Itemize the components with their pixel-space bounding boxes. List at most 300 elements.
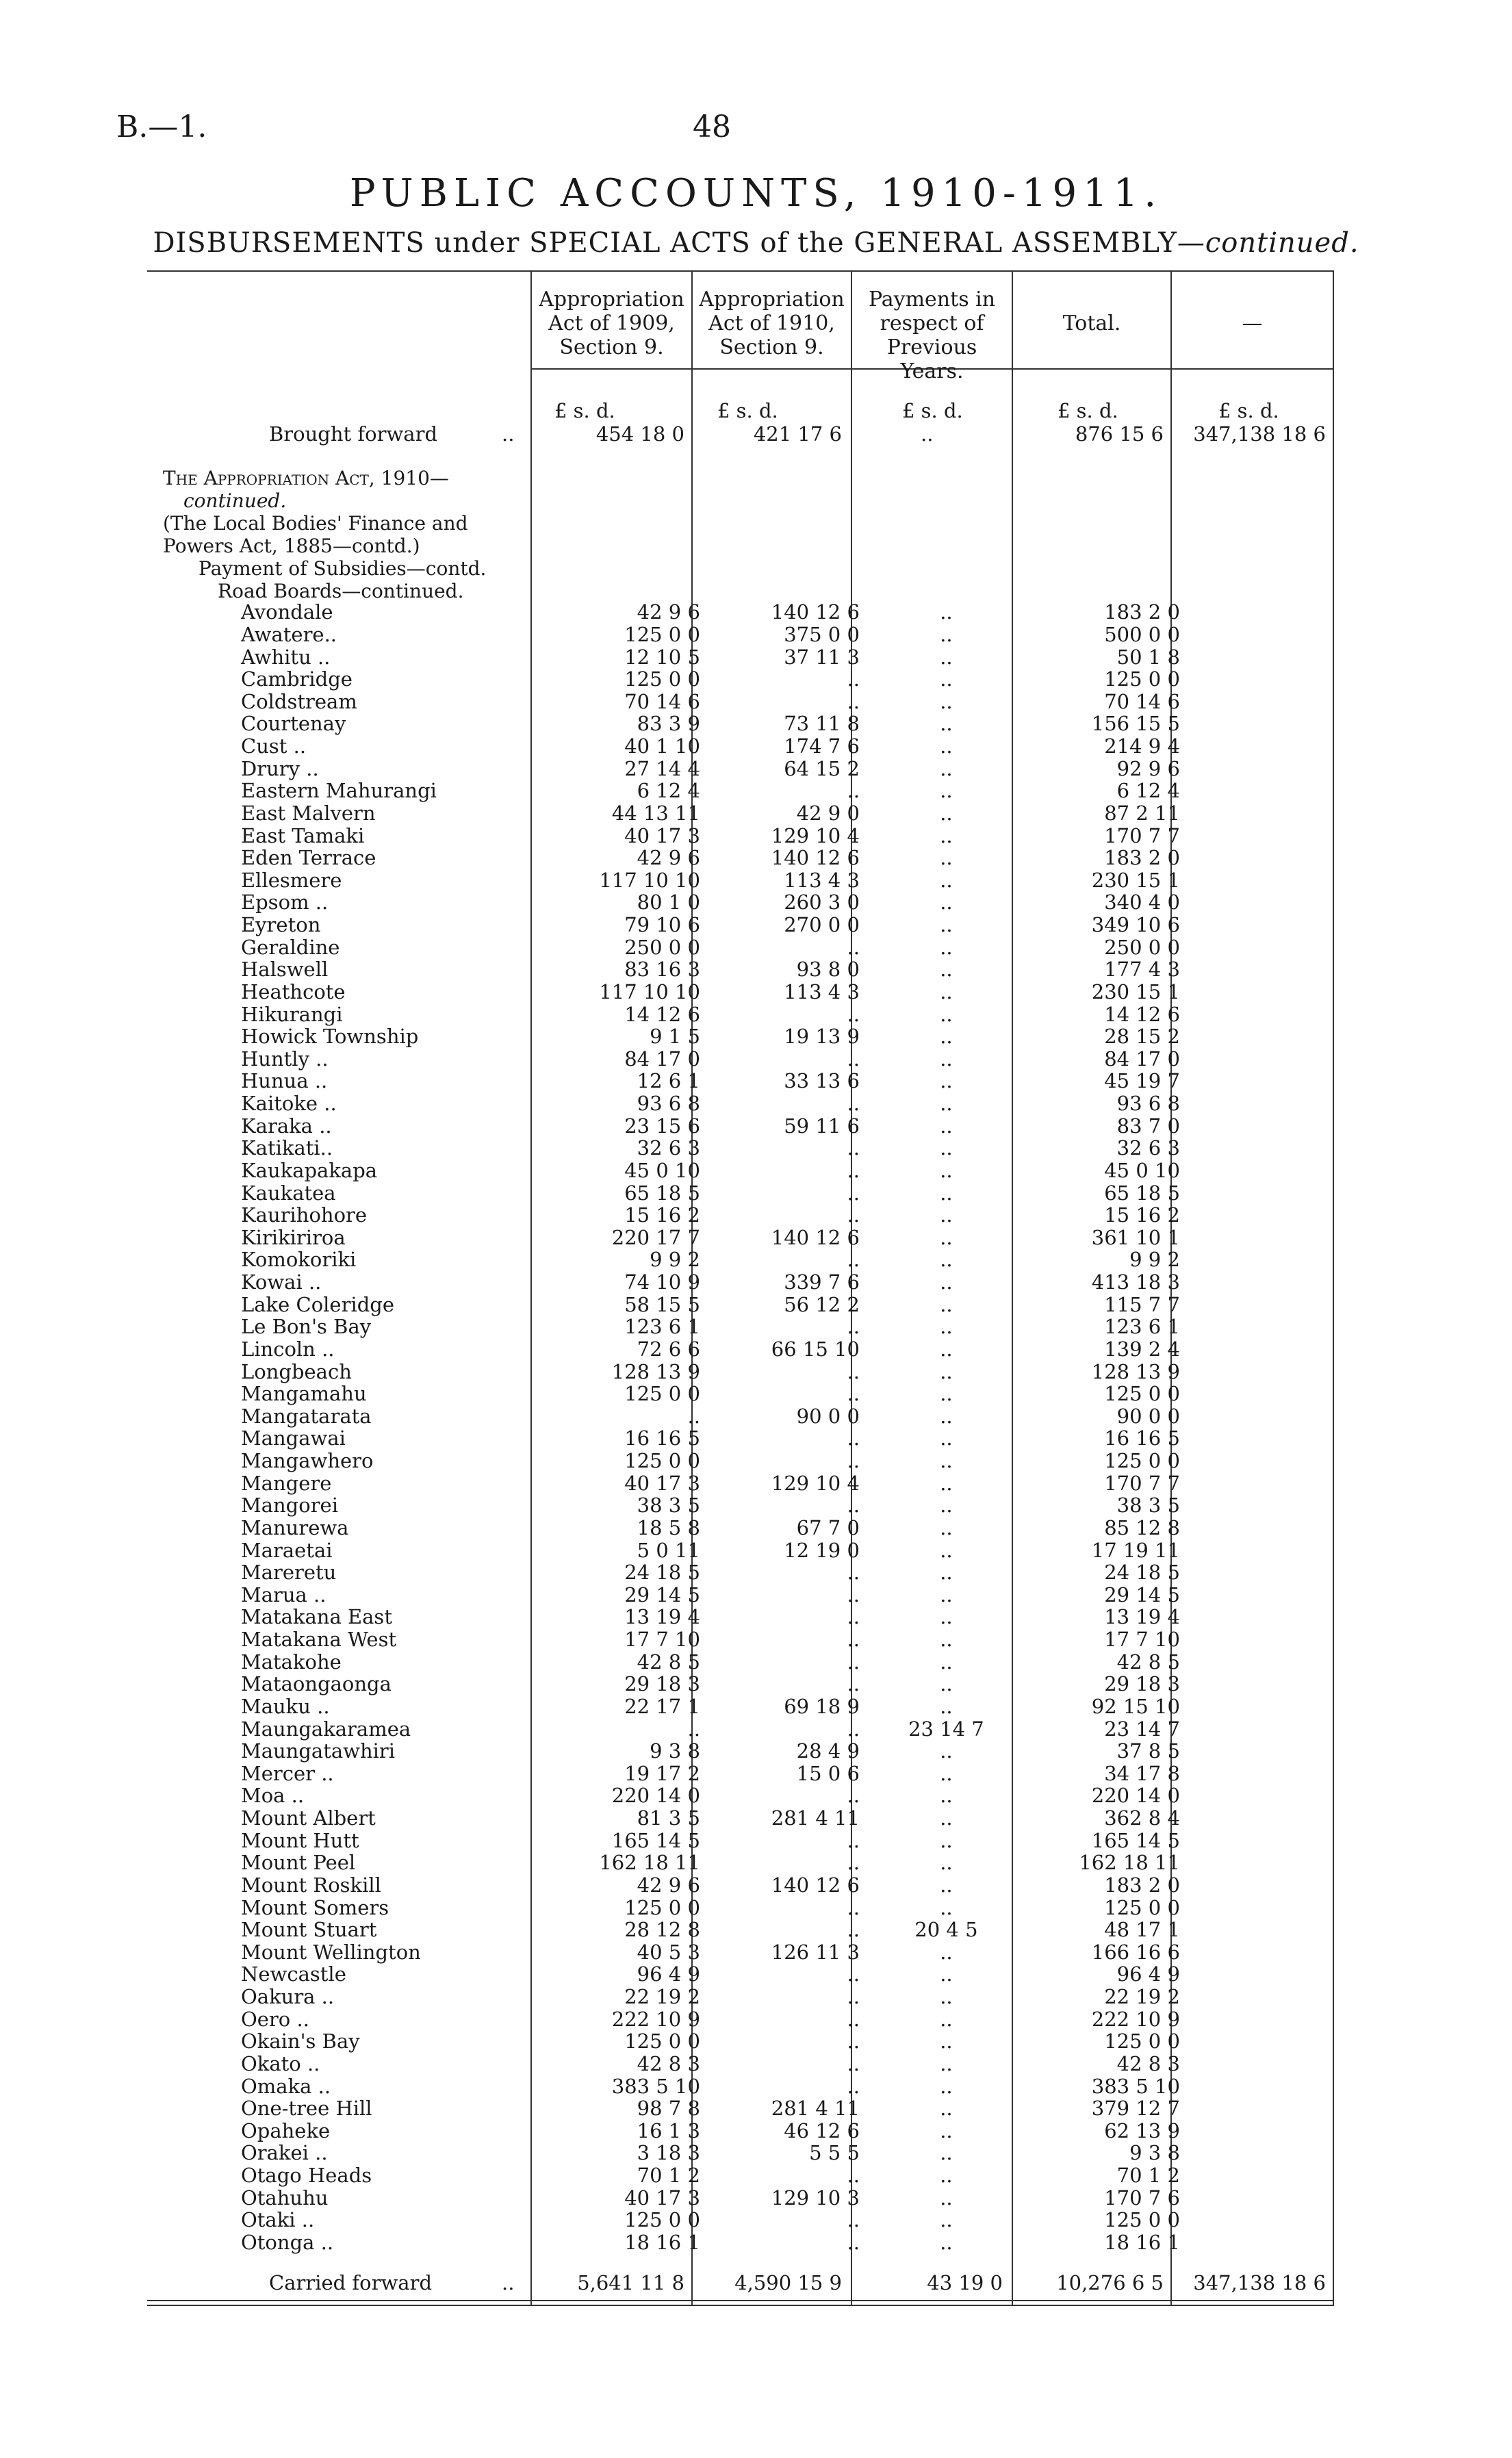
- road-board-name-text: Mount Somers: [241, 1895, 389, 1919]
- dot-leader: [437, 1137, 553, 1160]
- road-board-name: [0, 824, 437, 847]
- road-board-name-text: Manurewa: [241, 1515, 349, 1539]
- amount-c3: ..: [940, 958, 953, 982]
- table-row: [0, 1941, 1187, 1964]
- road-board-name: [0, 1606, 437, 1628]
- dot-leader: [437, 1561, 553, 1584]
- amount-c3: ..: [940, 2097, 953, 2121]
- road-board-name-text: Katikati..: [241, 1136, 333, 1160]
- table-row: [0, 1271, 1187, 1294]
- page-title: PUBLIC ACCOUNTS, 1910-1911.: [349, 171, 1163, 216]
- amount-c3: ..: [940, 823, 953, 847]
- amount-c2: ..: [847, 779, 860, 803]
- road-board-name-text: Howick Township: [241, 1025, 419, 1049]
- table-row: [0, 2053, 1187, 2075]
- dot-leader: [437, 1695, 553, 1718]
- amount-c1: 32 6 3: [637, 1136, 700, 1160]
- amount-c4: 28 15 2: [1104, 1025, 1180, 1049]
- amount-c4: 349 10 6: [1091, 913, 1180, 937]
- amount-c3: ..: [940, 1784, 953, 1808]
- road-board-name-text: Mercer ..: [241, 1761, 334, 1785]
- table-row: [0, 1338, 1187, 1361]
- road-board-name: [0, 891, 437, 914]
- amount-c2: ..: [847, 1583, 860, 1606]
- road-board-name: [0, 1271, 437, 1294]
- amount-c1: 128 13 9: [611, 1359, 700, 1383]
- amount-c2: 270 0 0: [784, 913, 860, 937]
- amount-c4: 42 8 3: [1116, 2051, 1180, 2075]
- road-board-name-text: Maungatawhiri: [241, 1739, 396, 1763]
- table-row: [0, 2075, 1187, 2097]
- amount-c1: 125 0 0: [624, 2030, 700, 2053]
- table-row: [0, 1763, 1187, 1785]
- amount-c1: 40 1 10: [624, 734, 700, 758]
- table-row: [0, 2209, 1187, 2231]
- table-row: [0, 1919, 1187, 1941]
- dot-leader: [437, 936, 553, 958]
- units-col4: £ s. d.: [1058, 399, 1118, 422]
- units-col3: £ s. d.: [902, 399, 963, 422]
- road-board-name: [0, 1874, 437, 1897]
- road-board-name: [0, 1405, 437, 1428]
- amount-c1: 84 17 0: [624, 1047, 700, 1071]
- amount-c4: 83 7 0: [1116, 1114, 1180, 1138]
- amount-c3: ..: [940, 1449, 953, 1473]
- amount-c2: ..: [847, 1494, 860, 1518]
- road-board-name: [0, 1919, 437, 1941]
- amount-c4: 383 5 10: [1091, 2074, 1180, 2098]
- amount-c4: 13 19 4: [1104, 1605, 1180, 1629]
- table-row: [0, 1181, 1187, 1204]
- amount-c2: ..: [847, 1784, 860, 1808]
- dot-leader: [437, 2231, 553, 2254]
- brought-forward-c2: 421 17 6: [753, 422, 842, 446]
- road-board-name-text: Newcastle: [241, 1962, 346, 1986]
- road-board-name: [0, 914, 437, 936]
- amount-c4: 170 7 7: [1104, 1471, 1180, 1495]
- road-board-name: [0, 1517, 437, 1539]
- amount-c3: ..: [940, 600, 953, 624]
- amount-c4: 92 15 10: [1091, 1694, 1180, 1718]
- table-row: [0, 1137, 1187, 1160]
- amount-c4: 37 8 5: [1116, 1739, 1180, 1763]
- dot-leader: [437, 1494, 553, 1517]
- dot-leader: [437, 1829, 553, 1852]
- amount-c3: ..: [940, 1069, 953, 1093]
- road-board-name: [0, 2075, 437, 2097]
- amount-c3: ..: [940, 1315, 953, 1339]
- dot-leader: [437, 2209, 553, 2231]
- road-board-name: [0, 1807, 437, 1830]
- amount-c1: 9 9 2: [650, 1248, 700, 1272]
- carried-forward-c2: 4,590 15 9: [734, 2271, 842, 2294]
- amount-c3: ..: [940, 1694, 953, 1718]
- amount-c2: 15 0 6: [796, 1761, 860, 1785]
- dot-leader: [437, 1427, 553, 1450]
- amount-c4: 500 0 0: [1104, 622, 1180, 646]
- dot-leader: [437, 1092, 553, 1115]
- amount-c3: ..: [940, 1650, 953, 1674]
- section-payment: Payment of Subsidies—contd.: [198, 557, 487, 580]
- amount-c1: 18 5 8: [637, 1515, 700, 1539]
- amount-c2: ..: [847, 1359, 860, 1383]
- dot-leader: [437, 2142, 553, 2164]
- amount-c1: 80 1 0: [637, 891, 700, 914]
- road-board-name: [0, 601, 437, 624]
- road-board-name-text: Komokoriki: [241, 1248, 357, 1272]
- table-bottom-rule-2: [147, 2305, 1334, 2306]
- road-board-name: [0, 869, 437, 892]
- dot-leader: [437, 1271, 553, 1294]
- amount-c1: 93 6 8: [637, 1092, 700, 1116]
- amount-c4: 70 14 6: [1104, 689, 1180, 713]
- dot-leader: [437, 1181, 553, 1204]
- amount-c2: 37 11 3: [784, 645, 860, 669]
- table-row: [0, 691, 1187, 713]
- amount-c1: 125 0 0: [624, 622, 700, 646]
- amount-c1: 125 0 0: [624, 1382, 700, 1406]
- amount-c4: 125 0 0: [1104, 2208, 1180, 2232]
- amount-c2: 260 3 0: [784, 891, 860, 914]
- amount-c1: 12 10 5: [624, 645, 700, 669]
- amount-c4: 115 7 7: [1104, 1292, 1180, 1316]
- road-board-name: [0, 1584, 437, 1606]
- dot-leader: [437, 891, 553, 914]
- dot-leader: [437, 1003, 553, 1025]
- amount-c2: 129 10 3: [771, 2186, 860, 2210]
- amount-c1: 79 10 6: [624, 913, 700, 937]
- amount-c3: ..: [940, 779, 953, 803]
- amount-c4: 96 4 9: [1116, 1962, 1180, 1986]
- road-board-name: [0, 1450, 437, 1472]
- amount-c3: ..: [940, 1895, 953, 1919]
- table-row: [0, 891, 1187, 914]
- road-board-name-text: Epsom ..: [241, 891, 329, 914]
- amount-c1: 42 9 6: [637, 600, 700, 624]
- table-row: [0, 1249, 1187, 1271]
- table-row: [0, 847, 1187, 869]
- amount-c2: 140 12 6: [771, 846, 860, 870]
- amount-c4: 125 0 0: [1104, 1382, 1180, 1406]
- road-board-name-text: Courtenay: [241, 712, 346, 736]
- road-board-name-text: Mangorei: [241, 1494, 338, 1518]
- amount-c3: ..: [940, 1225, 953, 1249]
- amount-c2: ..: [847, 2074, 860, 2098]
- table-row: [0, 713, 1187, 735]
- amount-c4: 379 12 7: [1091, 2097, 1180, 2121]
- dot-leader: [437, 1249, 553, 1271]
- road-board-name: [0, 2008, 437, 2030]
- amount-c3: ..: [940, 1426, 953, 1450]
- subtitle-continued: —continued.: [1177, 227, 1359, 259]
- table-row: [0, 1584, 1187, 1606]
- amount-c2: 28 4 9: [796, 1739, 860, 1763]
- table-row: [0, 936, 1187, 958]
- amount-c4: 250 0 0: [1104, 935, 1180, 959]
- table-row: [0, 869, 1187, 892]
- dot-leader: [437, 1160, 553, 1182]
- amount-c4: 170 7 6: [1104, 2186, 1180, 2210]
- brought-forward-c1: 454 18 0: [595, 422, 684, 446]
- act-name: The Appropriation Act, 1910—: [163, 467, 449, 489]
- road-board-name-text: Mount Hutt: [241, 1828, 359, 1852]
- road-board-name: [0, 1941, 437, 1964]
- table-row: [0, 2164, 1187, 2187]
- road-board-name: [0, 1494, 437, 1517]
- amount-c2: 56 12 2: [784, 1292, 860, 1316]
- table-row: [0, 1673, 1187, 1695]
- table-row: [0, 1695, 1187, 1718]
- amount-c3: ..: [940, 1851, 953, 1875]
- amount-c4: 177 4 3: [1104, 958, 1180, 982]
- amount-c4: 183 2 0: [1104, 600, 1180, 624]
- dot-leader: [437, 1025, 553, 1048]
- amount-c3: ..: [940, 1025, 953, 1049]
- amount-c4: 45 19 7: [1104, 1069, 1180, 1093]
- section-sub-act: (The Local Bodies' Finance and Powers Act, 1885—contd.): [163, 512, 468, 557]
- amount-c4: 220 14 0: [1091, 1784, 1180, 1808]
- dot-leader: [437, 1807, 553, 1830]
- dot-leader: [437, 1896, 553, 1919]
- amount-c3: ..: [940, 1761, 953, 1785]
- amount-c4: 230 15 1: [1091, 980, 1180, 1003]
- carried-forward-c3: 43 19 0: [927, 2271, 1003, 2294]
- amount-c4: 139 2 4: [1104, 1337, 1180, 1361]
- road-boards-table: [0, 601, 1187, 2253]
- table-row: [0, 1427, 1187, 1450]
- amount-c2: 33 13 6: [784, 1069, 860, 1093]
- amount-c2: 113 4 3: [784, 868, 860, 892]
- amount-c2: ..: [847, 2051, 860, 2075]
- dot-leader: [437, 735, 553, 758]
- road-board-name-text: Lincoln ..: [241, 1337, 335, 1361]
- road-board-name: [0, 1829, 437, 1852]
- col-divider-6: [1333, 270, 1334, 2305]
- table-row: [0, 1204, 1187, 1227]
- road-board-name: [0, 2186, 437, 2209]
- amount-c4: 93 6 8: [1116, 1092, 1180, 1116]
- table-row: [0, 1517, 1187, 1539]
- amount-c2: 46 12 6: [784, 2118, 860, 2142]
- amount-c2: ..: [847, 1449, 860, 1473]
- amount-c2: ..: [847, 689, 860, 713]
- table-row: [0, 1807, 1187, 1830]
- road-board-name-text: Avondale: [241, 600, 333, 624]
- table-top-rule: [147, 270, 1334, 272]
- amount-c4: 14 12 6: [1104, 1002, 1180, 1026]
- amount-c2: ..: [847, 1895, 860, 1919]
- dot-leader: [437, 1628, 553, 1651]
- amount-c4: 17 19 11: [1091, 1538, 1180, 1562]
- road-board-name: [0, 1650, 437, 1673]
- page-subtitle: [0, 227, 1512, 259]
- dot-leader: [437, 1919, 553, 1941]
- amount-c3: ..: [940, 980, 953, 1003]
- amount-c2: 174 7 6: [784, 734, 860, 758]
- units-col1: £ s. d.: [554, 399, 615, 422]
- road-board-name-text: Lake Coleridge: [241, 1292, 395, 1316]
- amount-c1: 40 17 3: [624, 1471, 700, 1495]
- road-board-name: [0, 2209, 437, 2231]
- dot-leader: [437, 802, 553, 825]
- dot-leader: [437, 1717, 553, 1740]
- amount-c4: 183 2 0: [1104, 846, 1180, 870]
- amount-c2: ..: [847, 1092, 860, 1116]
- amount-c4: 50 1 8: [1116, 645, 1180, 669]
- amount-c4: 15 16 2: [1104, 1203, 1180, 1227]
- road-board-name-text: Karaka ..: [241, 1114, 332, 1138]
- amount-c1: 24 18 5: [624, 1561, 700, 1585]
- amount-c1: 125 0 0: [624, 667, 700, 691]
- amount-c2: 67 7 0: [796, 1515, 860, 1539]
- header-appropriation-1909: Appropriation Act of 1909, Section 9.: [539, 287, 684, 359]
- amount-c2: 339 7 6: [784, 1270, 860, 1294]
- road-board-name-text: Halswell: [241, 958, 329, 982]
- road-board-name-text: Mareretu: [241, 1561, 337, 1585]
- amount-c4: 165 14 5: [1091, 1828, 1180, 1852]
- dot-leader: [437, 1941, 553, 1964]
- dot-leader: [437, 958, 553, 981]
- amount-c1: 13 19 4: [624, 1605, 700, 1629]
- table-row: [0, 1227, 1187, 1249]
- road-board-name-text: Matakana East: [241, 1605, 392, 1629]
- amount-c2: 90 0 0: [796, 1404, 860, 1428]
- road-board-name: [0, 1025, 437, 1048]
- dot-leader: [437, 1539, 553, 1561]
- dot-leader: [437, 757, 553, 780]
- amount-c1: 5 0 11: [637, 1538, 700, 1562]
- amount-c1: 125 0 0: [624, 1449, 700, 1473]
- amount-c3: ..: [940, 935, 953, 959]
- table-row: [0, 1383, 1187, 1405]
- amount-c2: ..: [847, 2164, 860, 2188]
- dot-leader: [437, 869, 553, 892]
- table-row: [0, 2008, 1187, 2030]
- road-board-name: [0, 1561, 437, 1584]
- amount-c4: 17 7 10: [1104, 1628, 1180, 1652]
- amount-c3: ..: [940, 1806, 953, 1830]
- subtitle-main: DISBURSEMENTS under SPECIAL ACTS of the GENERAL ASSEMBLY: [153, 227, 1177, 259]
- amount-c2: ..: [847, 1203, 860, 1227]
- table-row: [0, 2097, 1187, 2120]
- amount-c4: 45 0 10: [1104, 1158, 1180, 1182]
- amount-c2: 93 8 0: [796, 958, 860, 982]
- amount-c3: 23 14 7: [908, 1717, 984, 1741]
- dot-leader: [437, 1472, 553, 1494]
- road-board-name-text: Kaukatea: [241, 1181, 336, 1205]
- table-row: [0, 668, 1187, 691]
- amount-c1: 16 16 5: [624, 1426, 700, 1450]
- road-board-name: [0, 668, 437, 691]
- road-board-name-text: Hikurangi: [241, 1002, 343, 1026]
- amount-c2: 12 19 0: [784, 1538, 860, 1562]
- road-board-name: [0, 1673, 437, 1695]
- amount-c1: 23 15 6: [624, 1114, 700, 1138]
- amount-c3: ..: [940, 1628, 953, 1652]
- amount-c3: ..: [940, 1359, 953, 1383]
- amount-c4: 29 18 3: [1104, 1672, 1180, 1696]
- amount-c2: 140 12 6: [771, 1225, 860, 1249]
- table-row: [0, 981, 1187, 1003]
- amount-c2: ..: [847, 1962, 860, 1986]
- amount-c1: 58 15 5: [624, 1292, 700, 1316]
- amount-c3: ..: [940, 667, 953, 691]
- dot-leader: [437, 824, 553, 847]
- amount-c3: ..: [940, 1203, 953, 1227]
- amount-c4: 166 16 6: [1091, 1940, 1180, 1964]
- amount-c4: 9 3 8: [1129, 2141, 1180, 2165]
- amount-c1: 29 14 5: [624, 1583, 700, 1606]
- road-board-name: [0, 691, 437, 713]
- road-board-name: [0, 780, 437, 802]
- road-board-name: [0, 2053, 437, 2075]
- table-row: [0, 1160, 1187, 1182]
- amount-c1: 42 8 3: [637, 2051, 700, 2075]
- amount-c2: ..: [847, 1382, 860, 1406]
- road-board-name: [0, 1963, 437, 1986]
- amount-c1: 383 5 10: [611, 2074, 700, 2098]
- header-previous-years: Payments in respect of Previous Years.: [868, 287, 996, 383]
- amount-c3: ..: [940, 1114, 953, 1138]
- amount-c1: 15 16 2: [624, 1203, 700, 1227]
- amount-c3: 20 4 5: [914, 1918, 978, 1942]
- road-board-name-text: Kaitoke ..: [241, 1092, 337, 1116]
- road-board-name: [0, 713, 437, 735]
- carried-forward-c5: 347,138 18 6: [1193, 2271, 1326, 2294]
- amount-c1: 29 18 3: [624, 1672, 700, 1696]
- road-board-name-text: Orakei ..: [241, 2141, 328, 2165]
- dot-leader: [437, 1405, 553, 1428]
- table-row: [0, 1829, 1187, 1852]
- amount-c1: 22 17 1: [624, 1694, 700, 1718]
- amount-c4: 23 14 7: [1104, 1717, 1180, 1741]
- table-row: [0, 1539, 1187, 1561]
- amount-c2: 113 4 3: [784, 980, 860, 1003]
- amount-c3: ..: [940, 1873, 953, 1897]
- amount-c4: 9 9 2: [1129, 1248, 1180, 1272]
- road-board-name: [0, 1986, 437, 2008]
- road-board-name-text: Longbeach: [241, 1359, 352, 1383]
- amount-c1: 65 18 5: [624, 1181, 700, 1205]
- amount-c2: ..: [847, 2208, 860, 2232]
- road-board-name-text: Awhitu ..: [241, 645, 331, 669]
- dot-leader: [437, 1293, 553, 1316]
- table-row: [0, 1092, 1187, 1115]
- road-board-name: [0, 1160, 437, 1182]
- amount-c4: 48 17 1: [1104, 1918, 1180, 1942]
- road-board-name-text: Moa ..: [241, 1784, 305, 1808]
- amount-c4: 16 16 5: [1104, 1426, 1180, 1450]
- road-board-name: [0, 1763, 437, 1785]
- dot-leader: [437, 2008, 553, 2030]
- dot-leader: [437, 1114, 553, 1137]
- road-board-name-text: Mount Wellington: [241, 1940, 421, 1964]
- amount-c2: 129 10 4: [771, 1471, 860, 1495]
- road-board-name: [0, 2097, 437, 2120]
- amount-c4: 125 0 0: [1104, 1449, 1180, 1473]
- amount-c4: 32 6 3: [1116, 1136, 1180, 1160]
- road-board-name: [0, 2120, 437, 2142]
- dot-leader: [437, 601, 553, 624]
- amount-c4: 162 18 11: [1079, 1851, 1180, 1875]
- header-blank-dash: —: [1242, 311, 1263, 335]
- road-board-name-text: East Malvern: [241, 801, 376, 825]
- amount-c4: 70 1 2: [1116, 2164, 1180, 2188]
- amount-c1: ..: [687, 1717, 700, 1741]
- amount-c4: 18 16 1: [1104, 2230, 1180, 2254]
- amount-c1: 42 9 6: [637, 1873, 700, 1897]
- carried-forward-label: Carried forward: [269, 2271, 433, 2294]
